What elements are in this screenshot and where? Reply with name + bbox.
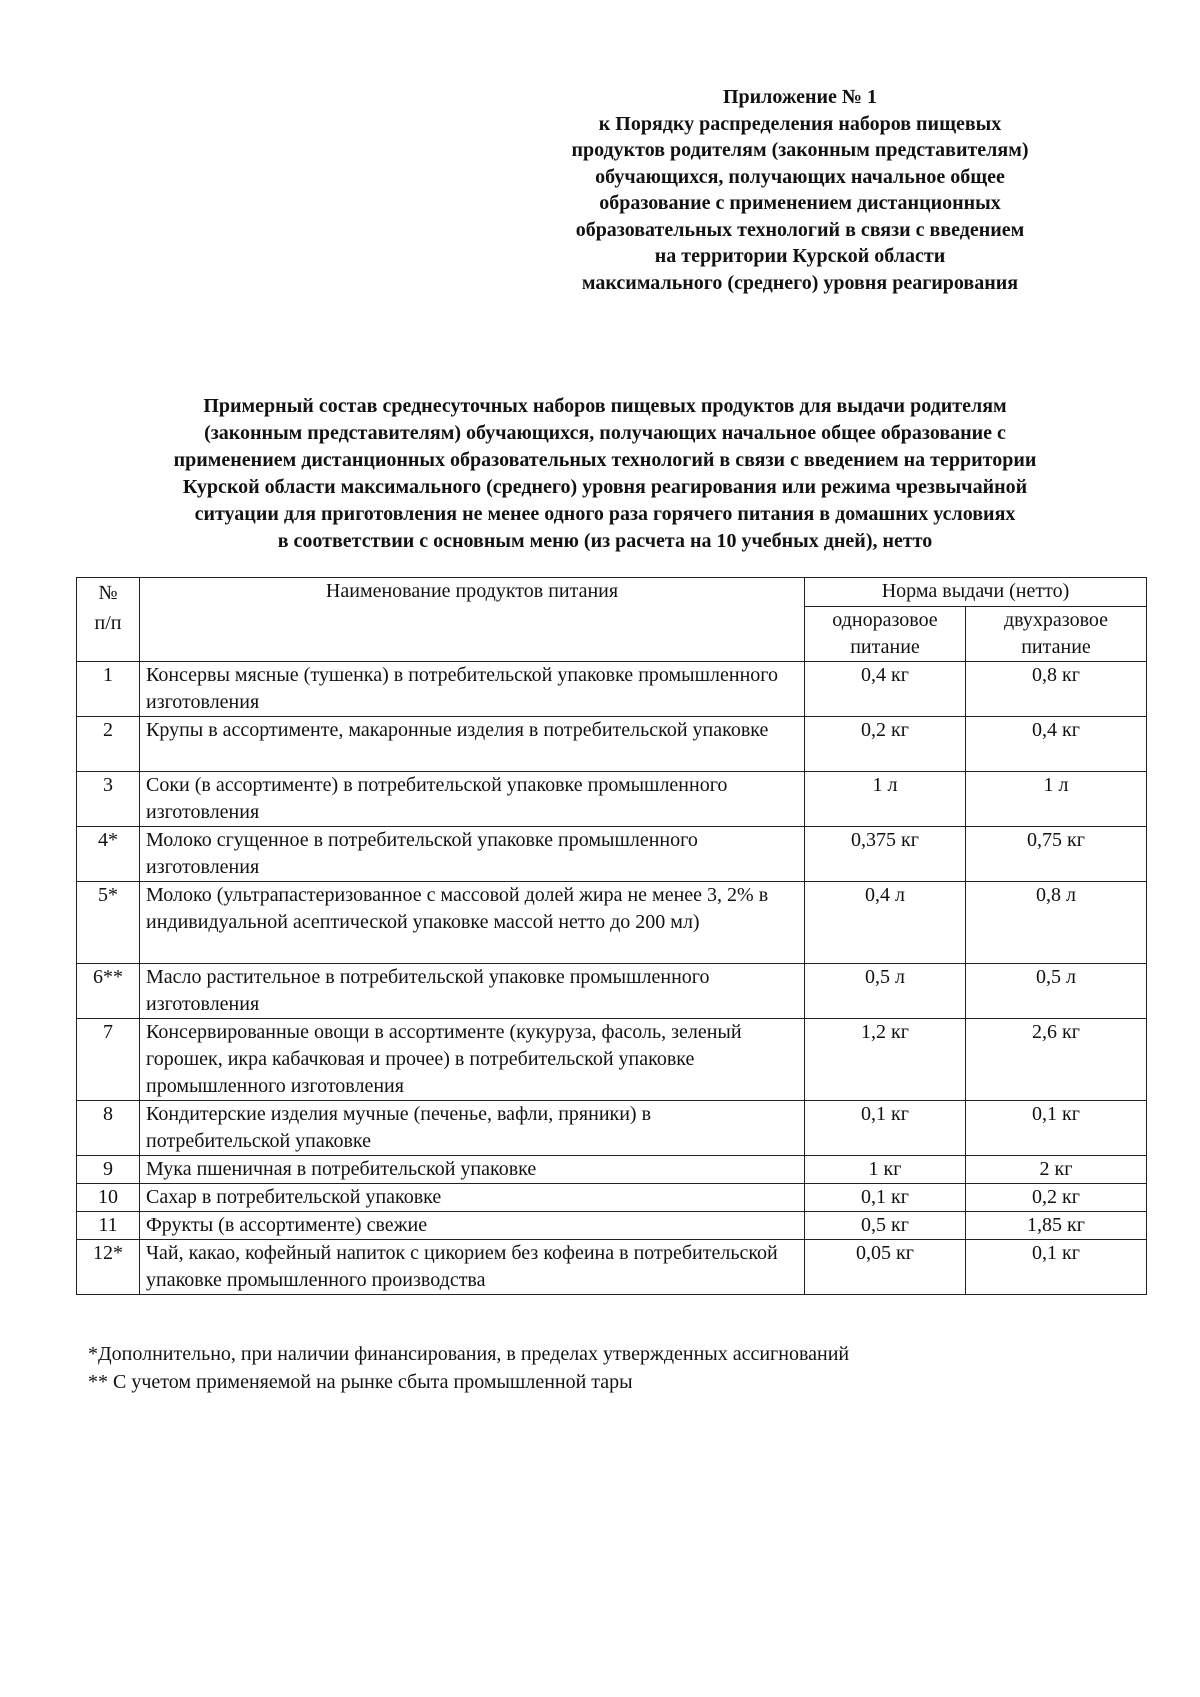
row-number: 5* xyxy=(77,882,140,964)
two-time-norm: 1 л xyxy=(966,772,1147,827)
header-norm: Норма выдачи (нетто) xyxy=(805,578,1147,607)
table-row xyxy=(77,1240,1147,1295)
appendix-line: Приложение № 1 xyxy=(722,86,878,108)
table-row xyxy=(77,772,1147,827)
table-row xyxy=(77,827,1147,882)
one-time-norm: 0,5 л xyxy=(805,964,966,1019)
appendix-line: образование с применением дистанционных xyxy=(599,192,1001,214)
product-name: Масло растительное в потребительской упаковке промышленного изготовления xyxy=(140,964,805,1019)
two-time-norm: 0,1 кг xyxy=(966,1101,1147,1156)
one-time-norm: 0,05 кг xyxy=(805,1240,966,1295)
row-number: 7 xyxy=(77,1019,140,1101)
appendix-line: на территории Курской области xyxy=(654,245,946,267)
header-one-time: одноразовое питание xyxy=(805,607,966,662)
table-row xyxy=(77,717,1147,772)
document-title xyxy=(70,393,1140,555)
product-name: Мука пшеничная в потребительской упаковке xyxy=(140,1156,805,1184)
table-row xyxy=(77,882,1147,964)
one-time-norm: 0,2 кг xyxy=(805,717,966,772)
one-time-norm: 0,4 л xyxy=(805,882,966,964)
table-row xyxy=(77,1101,1147,1156)
header-number-cell xyxy=(77,578,140,662)
row-number: 1 xyxy=(77,662,140,717)
two-time-norm: 0,4 кг xyxy=(966,717,1147,772)
appendix-line: максимального (среднего) уровня реагирования xyxy=(581,271,1019,294)
title-line: (законным представителям) обучающихся, получающих начальное общее образование с xyxy=(204,422,1006,444)
table-row xyxy=(77,1156,1147,1184)
title-line: ситуации для приготовления не менее одного раза горячего питания в домашних условиях xyxy=(194,503,1016,525)
title-line: Примерный состав среднесуточных наборов пищевых продуктов для выдачи родителям xyxy=(203,395,1007,417)
row-number: 3 xyxy=(77,772,140,827)
footnote-financing: *Дополнительно, при наличии финансирования, в пределах утвержденных ассигнований xyxy=(88,1343,850,1365)
header-two-time: двухразовое питание xyxy=(966,607,1147,662)
header-number-sign: № xyxy=(98,582,118,604)
one-time-norm: 0,375 кг xyxy=(805,827,966,882)
two-time-norm: 0,8 кг xyxy=(966,662,1147,717)
table-row xyxy=(77,964,1147,1019)
product-name: Консервированные овощи в ассортименте (кукуруза, фасоль, зеленый горошек, икра кабачковая и прочее) в потребительской упаковке промышленного изготовления xyxy=(140,1019,805,1101)
table-row xyxy=(77,1212,1147,1240)
product-name: Молоко (ультрапастеризованное с массовой долей жира не менее 3, 2% в индивидуальной асептической упаковке массой нетто до 200 мл) xyxy=(140,882,805,964)
two-time-norm: 1,85 кг xyxy=(966,1212,1147,1240)
appendix-line: продуктов родителям (законным представителям) xyxy=(571,139,1029,161)
table-row xyxy=(77,662,1147,717)
row-number: 9 xyxy=(77,1156,140,1184)
one-time-norm: 1,2 кг xyxy=(805,1019,966,1101)
appendix-heading xyxy=(520,84,1080,296)
product-name: Молоко сгущенное в потребительской упаковке промышленного изготовления xyxy=(140,827,805,882)
one-time-norm: 1 л xyxy=(805,772,966,827)
product-name: Фрукты (в ассортименте) свежие xyxy=(140,1212,805,1240)
two-time-norm: 2 кг xyxy=(966,1156,1147,1184)
one-time-norm: 0,5 кг xyxy=(805,1212,966,1240)
two-time-norm: 0,1 кг xyxy=(966,1240,1147,1295)
one-time-norm: 0,1 кг xyxy=(805,1184,966,1212)
appendix-line: обучающихся, получающих начальное общее xyxy=(595,165,1005,188)
product-name: Крупы в ассортименте, макаронные изделия в потребительской упаковке xyxy=(140,717,805,772)
header-number-abbr: п/п xyxy=(94,612,122,634)
row-number: 12* xyxy=(77,1240,140,1295)
two-time-norm: 2,6 кг xyxy=(966,1019,1147,1101)
title-line: в соответствии с основным меню (из расчета на 10 учебных дней), нетто xyxy=(277,530,933,552)
table-row xyxy=(77,1184,1147,1212)
product-name: Соки (в ассортименте) в потребительской упаковке промышленного изготовления xyxy=(140,772,805,827)
product-name: Чай, какао, кофейный напиток с цикорием без кофеина в потребительской упаковке промышленного производства xyxy=(140,1240,805,1295)
product-name: Сахар в потребительской упаковке xyxy=(140,1184,805,1212)
row-number: 6** xyxy=(77,964,140,1019)
row-number: 10 xyxy=(77,1184,140,1212)
appendix-line: образовательных технологий в связи с введением xyxy=(575,218,1025,241)
appendix-line: к Порядку распределения наборов пищевых xyxy=(598,112,1002,135)
title-line: применением дистанционных образовательных технологий в связи с введением на территории xyxy=(173,449,1037,471)
food-norms-table xyxy=(76,577,1147,1295)
row-number: 11 xyxy=(77,1212,140,1240)
header-product-name: Наименование продуктов питания xyxy=(140,578,805,662)
two-time-norm: 0,2 кг xyxy=(966,1184,1147,1212)
one-time-norm: 0,4 кг xyxy=(805,662,966,717)
table-row xyxy=(77,1019,1147,1101)
two-time-norm: 0,5 л xyxy=(966,964,1147,1019)
two-time-norm: 0,8 л xyxy=(966,882,1147,964)
table-header-row xyxy=(77,578,1147,607)
product-name: Кондитерские изделия мучные (печенье, вафли, пряники) в потребительской упаковке xyxy=(140,1101,805,1156)
row-number: 2 xyxy=(77,717,140,772)
row-number: 8 xyxy=(77,1101,140,1156)
footnotes xyxy=(88,1340,849,1396)
footnote-packaging: ** С учетом применяемой на рынке сбыта промышленной тары xyxy=(88,1371,633,1393)
one-time-norm: 0,1 кг xyxy=(805,1101,966,1156)
two-time-norm: 0,75 кг xyxy=(966,827,1147,882)
title-line: Курской области максимального (среднего) уровня реагирования или режима чрезвычайной xyxy=(182,476,1028,498)
product-name: Консервы мясные (тушенка) в потребительской упаковке промышленного изготовления xyxy=(140,662,805,717)
row-number: 4* xyxy=(77,827,140,882)
one-time-norm: 1 кг xyxy=(805,1156,966,1184)
